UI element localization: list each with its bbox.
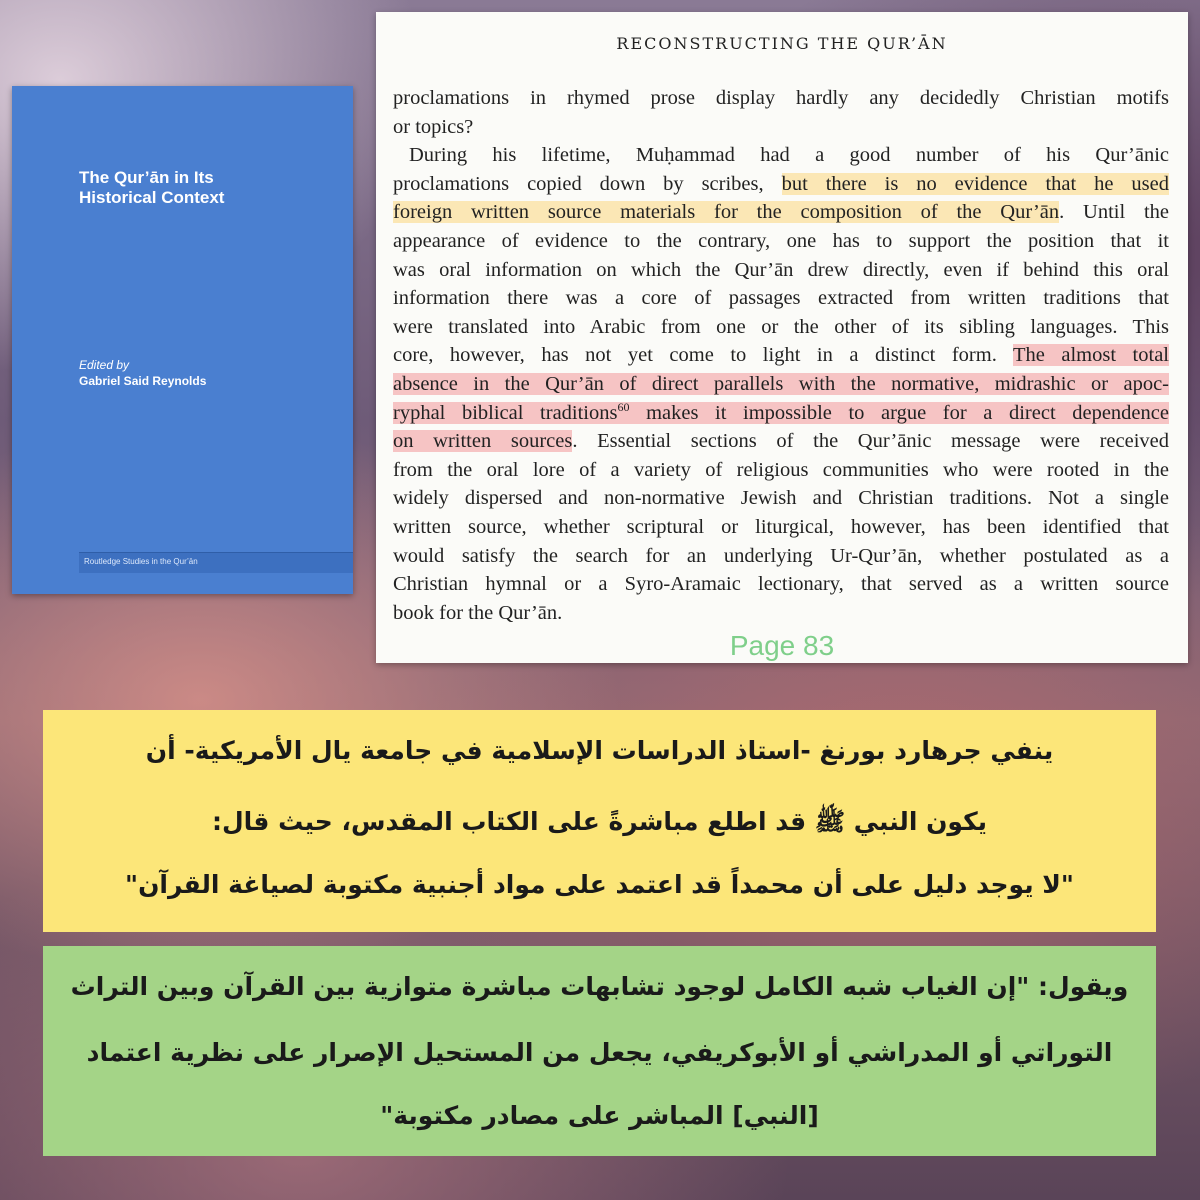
arabic-line: "لا يوجد دليل على أن محمداً قد اعتمد على مواد أجنبية مكتوبة لصياغة القرآن" — [125, 870, 1074, 899]
book-cover — [12, 86, 353, 594]
text-segment: ryphal biblical traditions — [393, 401, 618, 424]
text-line: or topics? — [393, 115, 474, 138]
book-page — [376, 12, 1188, 663]
arabic-quote-green-box — [43, 946, 1156, 1156]
text-line: was oral information on which the Qur’ān drew directly, even if behind this oral — [393, 258, 1169, 281]
text-line: appearance of evidence to the contrary, one has to support the position that it — [393, 229, 1169, 252]
text-line — [393, 399, 1169, 428]
highlight-red: on written sources — [393, 430, 573, 453]
text-segment: . Essential sections of the Qur’ānic message were received — [572, 430, 1170, 453]
cover-title-line1: The Qur’ān in Its — [79, 168, 214, 187]
text-line: written source, whether scriptural or liturgical, however, has been identified that — [393, 515, 1169, 538]
page-number: Page 83 — [729, 630, 835, 661]
cover-edited-by: Edited by — [79, 358, 130, 372]
highlight-red: The almost total — [1012, 344, 1169, 367]
arabic-line: التوراتي أو المدراشي أو الأبوكريفي، يجعل من المستحيل الإصرار على نظرية اعتماد — [86, 1038, 1113, 1067]
text-line: from the oral lore of a variety of religious communities who were rooted in the — [393, 458, 1169, 481]
text-line — [393, 170, 1169, 199]
text-line: proclamations in rhymed prose display hardly any decidedly Christian motifs — [393, 87, 1169, 109]
page-body-text — [393, 84, 1169, 627]
cover-title-line2: Historical Context — [79, 188, 225, 207]
text-line: book for the Qur’ān. — [393, 601, 563, 624]
text-line: information there was a core of passages extracted from written traditions that — [393, 287, 1169, 310]
text-line: would satisfy the search for an underlying Ur-Qur’ān, whether postulated as a — [393, 544, 1169, 567]
text-line — [393, 341, 1169, 370]
footnote-marker: 60 — [617, 399, 630, 414]
text-line: Christian hymnal or a Syro-Aramaic lectionary, that served as a written source — [393, 573, 1169, 596]
highlight-yellow: but there is no evidence that he used — [781, 172, 1169, 195]
text-segment: proclamations copied down by scribes, — [393, 172, 764, 195]
running-head: RECONSTRUCTING THE QUR’ĀN — [616, 34, 948, 53]
text-line: were translated into Arabic from one or the other of its sibling languages. This — [393, 315, 1169, 338]
text-line — [393, 198, 1169, 227]
arabic-line: ويقول: "إن الغياب شبه الكامل لوجود تشابهات مباشرة متوازية بين القرآن وبين التراث — [70, 972, 1129, 1001]
text-segment: . Until the — [1059, 201, 1170, 224]
arabic-quote-yellow-box — [43, 710, 1156, 932]
text-segment: core, however, has not yet come to light in a distinct form. — [393, 344, 997, 367]
text-line — [393, 370, 1169, 399]
cover-title — [79, 168, 339, 208]
cover-editor-name: Gabriel Said Reynolds — [79, 374, 207, 388]
arabic-line: ينفي جرهارد بورنغ -استاذ الدراسات الإسلامية في جامعة يال الأمريكية- أن — [145, 736, 1054, 765]
text-line: During his lifetime, Muḥammad had a good number of his Qur’ānic — [409, 144, 1169, 167]
highlight-red — [393, 399, 1169, 424]
text-line — [393, 427, 1169, 456]
text-segment: makes it impossible to argue for a direct dependence — [629, 401, 1169, 424]
highlight-red: absence in the Qur’ān of direct parallels with the normative, midrashic or apoc- — [393, 372, 1169, 395]
cover-series-name: Routledge Studies in the Qur’ān — [84, 557, 198, 566]
highlight-yellow: foreign written source materials for the composition of the Qur’ān — [393, 201, 1060, 224]
arabic-line: يكون النبي ﷺ قد اطلع مباشرةً على الكتاب المقدس، حيث قال: — [211, 807, 988, 836]
cover-series-bar — [79, 552, 353, 573]
text-line: widely dispersed and non-normative Jewish and Christian traditions. Not a single — [393, 487, 1169, 510]
arabic-line: [النبي] المباشر على مصادر مكتوبة" — [380, 1101, 819, 1130]
